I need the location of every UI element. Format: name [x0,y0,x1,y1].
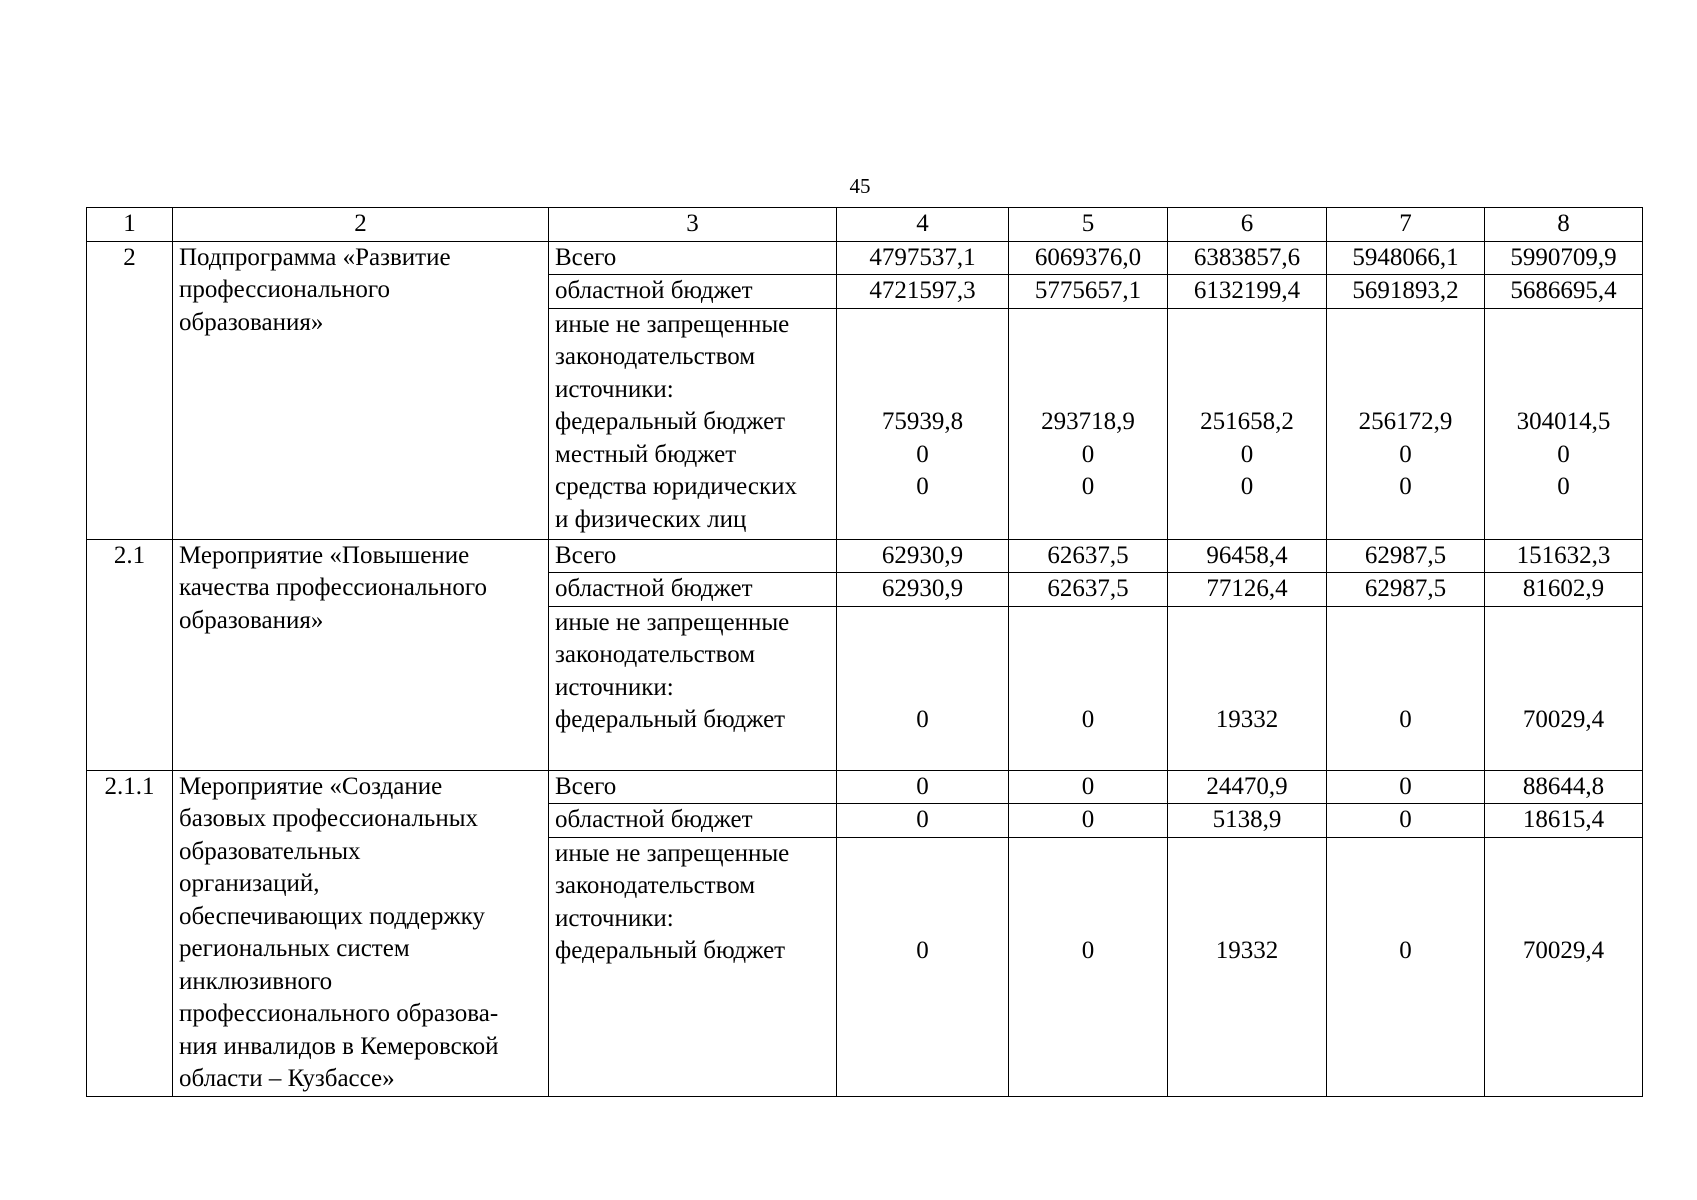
value-stack [1009,606,1168,770]
title-line: образования» [179,308,324,336]
value-cell: 5691893,2 [1327,275,1485,309]
source-label-block [549,837,837,1096]
source-line: законодательством [555,343,756,370]
source-line: федеральный бюджет [555,706,786,733]
value-cell: 6132199,4 [1168,275,1327,309]
source-line: и физических лиц [555,505,747,533]
header-cell: 5 [1009,208,1168,242]
row-number: 2.1 [87,539,173,770]
value-cell: 0 [1009,804,1168,838]
source-line: местный бюджет [555,440,737,468]
value-cell: 6383857,6 [1168,241,1327,275]
value-cell: 5138,9 [1168,804,1327,838]
title-line: Мероприятие «Повышение [179,541,470,569]
value-stack [1168,837,1327,1096]
source-label: областной бюджет [549,573,837,607]
title-line: области – Кузбассе» [179,1065,395,1092]
value-stack [1168,606,1327,770]
value-stack [1168,308,1327,539]
value-cell: 0 [1399,473,1412,500]
source-label: областной бюджет [549,804,837,838]
value-stack [1327,606,1485,770]
table-row [87,770,1643,804]
value-stack [1485,308,1643,539]
page-number: 45 [849,174,871,198]
source-line: иные не запрещенные [555,608,790,636]
value-cell: 75939,8 [881,408,964,435]
value-cell: 88644,8 [1485,770,1643,804]
value-stack [1327,837,1485,1096]
source-line: федеральный бюджет [555,937,786,964]
value-stack [1327,308,1485,539]
row-title [173,539,549,770]
value-cell: 5948066,1 [1327,241,1485,275]
source-line: иные не запрещенные [555,839,790,867]
value-cell: 0 [1009,770,1168,804]
title-line: организаций, [179,870,320,897]
source-label: областной бюджет [549,275,837,309]
budget-table [86,207,1643,1097]
title-line: качества профессионального [179,574,487,601]
source-line: средства юридических [555,473,797,500]
title-line: Мероприятие «Создание [179,772,443,800]
source-line: законодательством [555,872,756,899]
row-title [173,770,549,1096]
source-line: источники: [555,904,674,932]
source-line: иные не запрещенные [555,310,790,338]
value-cell: 62987,5 [1327,573,1485,607]
value-cell: 0 [1327,804,1485,838]
value-cell: 0 [1081,473,1095,500]
value-cell: 0 [837,770,1009,804]
value-cell: 256172,9 [1358,408,1453,435]
value-cell: 293718,9 [1041,408,1135,435]
value-cell: 6069376,0 [1009,241,1168,275]
value-cell: 70029,4 [1522,937,1605,964]
source-label-block [549,308,837,539]
title-line: образовательных [179,837,361,865]
title-line: Подпрограмма «Развитие [179,243,451,271]
value-stack [1009,837,1168,1096]
row-number: 2 [87,241,173,539]
header-cell: 6 [1168,208,1327,242]
value-cell: 0 [1399,706,1412,733]
title-line: образования» [179,606,324,634]
table-header-row [87,208,1643,242]
title-line: базовых профессиональных [179,805,479,832]
value-cell: 5990709,9 [1485,241,1643,275]
value-cell: 62930,9 [837,539,1009,573]
value-cell: 0 [1557,440,1570,468]
value-cell: 151632,3 [1485,539,1643,573]
value-stack [1485,837,1643,1096]
value-cell: 19332 [1215,937,1279,964]
value-cell: 0 [916,937,929,964]
title-line: региональных систем [179,935,410,962]
source-line: источники: [555,375,674,403]
value-cell: 0 [1399,440,1412,468]
value-stack [837,606,1009,770]
source-label: Всего [549,241,837,275]
header-cell: 3 [549,208,837,242]
title-line: профессионального [179,276,390,303]
value-cell: 18615,4 [1485,804,1643,838]
value-cell: 0 [1240,440,1254,468]
header-cell: 8 [1485,208,1643,242]
table-row [87,241,1643,275]
title-line: обеспечивающих поддержку [179,902,485,930]
value-cell: 62987,5 [1327,539,1485,573]
table-row [87,539,1643,573]
value-cell: 0 [1240,473,1254,500]
source-line: источники: [555,673,674,701]
value-stack [1485,606,1643,770]
value-cell: 4797537,1 [837,241,1009,275]
value-stack [1009,308,1168,539]
value-cell: 0 [1081,706,1095,733]
value-cell: 0 [1327,770,1485,804]
source-label-block [549,606,837,770]
value-cell: 0 [1081,440,1095,468]
value-cell: 0 [1399,937,1412,964]
value-cell: 77126,4 [1168,573,1327,607]
header-cell: 1 [87,208,173,242]
value-cell: 62637,5 [1009,539,1168,573]
value-cell: 62930,9 [837,573,1009,607]
value-cell: 4721597,3 [837,275,1009,309]
value-cell: 0 [916,440,929,468]
title-line: инклюзивного [179,967,333,995]
header-cell: 2 [173,208,549,242]
value-cell: 70029,4 [1522,706,1605,733]
value-cell: 251658,2 [1200,408,1294,435]
value-cell: 24470,9 [1168,770,1327,804]
value-cell: 62637,5 [1009,573,1168,607]
source-label: Всего [549,770,837,804]
row-number: 2.1.1 [87,770,173,1096]
value-cell: 0 [1081,937,1095,964]
value-cell: 0 [916,706,929,733]
value-cell: 304014,5 [1516,408,1611,435]
source-line: федеральный бюджет [555,408,786,435]
value-cell: 0 [1557,473,1570,500]
value-cell: 0 [916,473,929,500]
header-cell: 4 [837,208,1009,242]
title-line: профессионального образова- [179,1000,499,1027]
source-line: законодательством [555,641,756,668]
value-cell: 0 [837,804,1009,838]
value-cell: 81602,9 [1485,573,1643,607]
header-cell: 7 [1327,208,1485,242]
value-cell: 96458,4 [1168,539,1327,573]
value-stack [837,308,1009,539]
value-cell: 5686695,4 [1485,275,1643,309]
row-title [173,241,549,539]
value-cell: 5775657,1 [1009,275,1168,309]
value-cell: 19332 [1215,706,1279,733]
title-line: ния инвалидов в Кемеровской [179,1032,499,1060]
source-label: Всего [549,539,837,573]
value-stack [837,837,1009,1096]
